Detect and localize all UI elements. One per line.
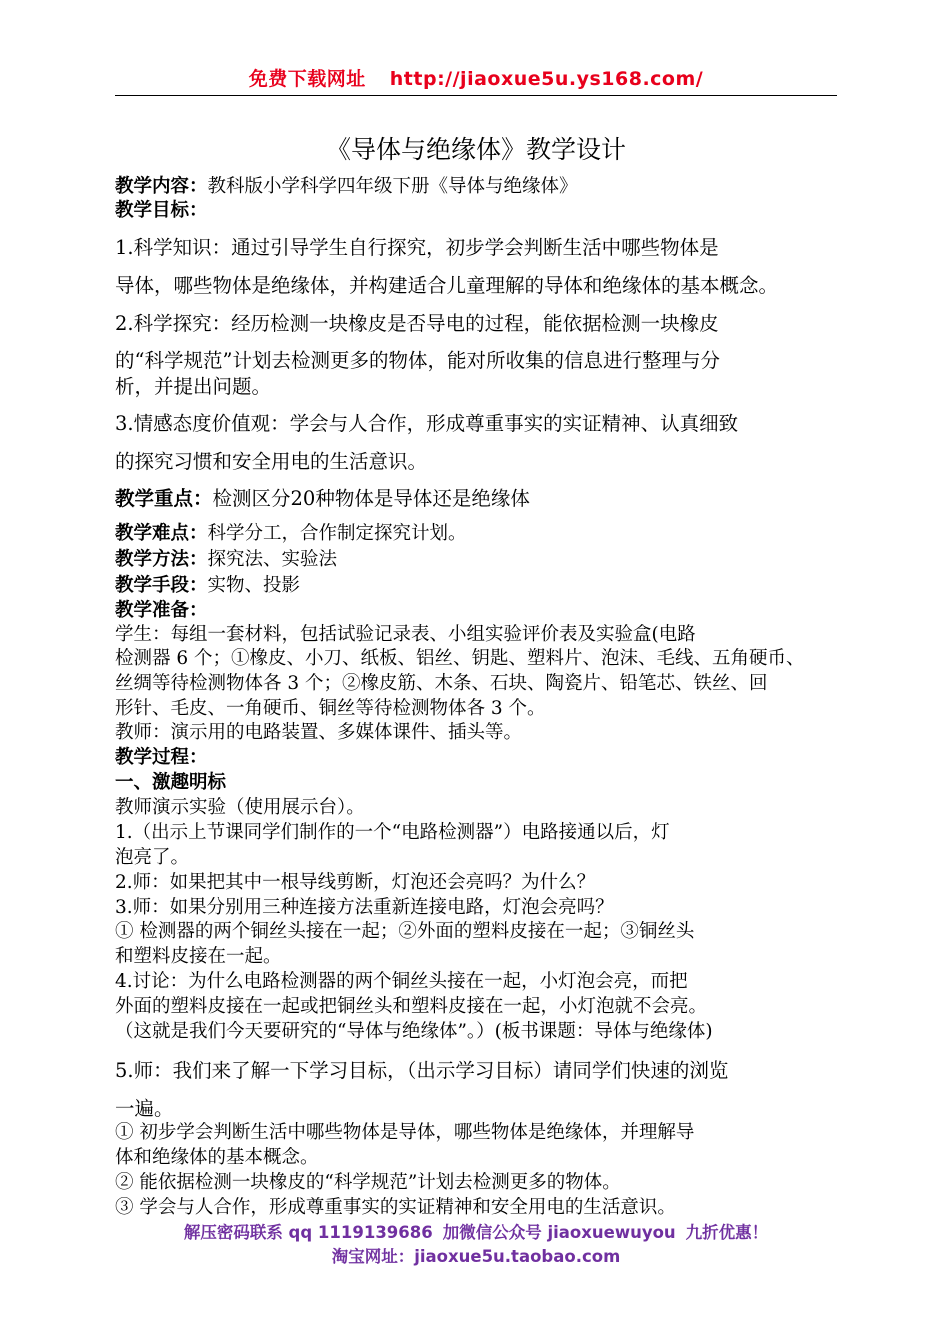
goal-3-line-2: 的探究习惯和安全用电的生活意识。 (115, 450, 428, 473)
target-line-4: ③ 学会与人合作，形成尊重事实的实证精神和安全用电的生活意识。 (115, 1197, 676, 1218)
means-line (115, 571, 300, 597)
goal-2-line-1: 2.科学探究：经历检测一块橡皮是否导电的过程，能依据检测一块橡皮 (115, 312, 719, 335)
prep-label: 教学准备： (115, 600, 208, 621)
prep-student-line-4: 形针、毛皮、一角硬币、铜丝等待检测物体各 3 个。 (115, 698, 546, 719)
target-line-3: ② 能依据检测一块橡皮的“科学规范”计划去检测更多的物体。 (115, 1172, 621, 1193)
key-point-label: 教学重点： (115, 487, 213, 510)
goal-2-line-2: 的“科学规范”计划去检测更多的物体，能对所收集的信息进行整理与分 (115, 349, 720, 372)
prep-student-line-1: 学生：每组一套材料，包括试验记录表、小组实验评价表及实验盒(电路 (115, 624, 696, 645)
method-label: 教学方法： (115, 549, 208, 570)
goal-2-line-3: 析，并提出问题。 (115, 375, 272, 398)
step-5-line-1: 5.师：我们来了解一下学习目标，（出示学习目标）请同学们快速的浏览 (115, 1059, 729, 1082)
process-line-3: 泡亮了。 (115, 847, 190, 868)
method-line (115, 545, 337, 571)
key-point-line (115, 483, 530, 511)
section-1-heading: 一、激趣明标 (115, 772, 227, 793)
difficulty-value: 科学分工，合作制定探究计划。 (207, 523, 467, 544)
goal-1-line-2: 导体，哪些物体是绝缘体，并构建适合儿童理解的导体和绝缘体的基本概念。 (115, 274, 779, 297)
prep-student-line-2: 检测器 6 个；①橡皮、小刀、纸板、铝丝、钥匙、塑料片、泡沫、毛线、五角硬币、 (115, 648, 805, 669)
process-line-8: 4.讨论：为什么电路检测器的两个铜丝头接在一起，小灯泡会亮，而把 (115, 971, 688, 992)
header-label: 免费下载网址 (248, 68, 366, 90)
content-line (115, 172, 578, 198)
process-label: 教学过程： (115, 747, 208, 768)
step-5-line-2: 一遍。 (115, 1097, 174, 1120)
difficulty-line (115, 519, 467, 545)
goal-1-line-1: 1.科学知识：通过引导学生自行探究，初步学会判断生活中哪些物体是 (115, 236, 719, 259)
means-value: 实物、投影 (207, 575, 301, 596)
header-divider (115, 95, 837, 96)
content-label: 教学内容： (115, 176, 208, 197)
goals-label: 教学目标： (115, 200, 208, 221)
footer-discount: 九折优惠！ (685, 1223, 769, 1242)
process-line-4: 2.师：如果把其中一根导线剪断，灯泡还会亮吗？为什么？ (115, 872, 596, 893)
prep-teacher-line: 教师：演示用的电路装置、多媒体课件、插头等。 (115, 722, 523, 743)
means-label: 教学手段： (115, 575, 208, 596)
prep-student-line-3: 丝绸等待检测物体各 3 个；②橡皮筋、木条、石块、陶瓷片、铅笔芯、铁丝、回 (115, 673, 768, 694)
process-line-6: ① 检测器的两个铜丝头接在一起；②外面的塑料皮接在一起；③铜丝头 (115, 921, 695, 942)
target-line-2: 体和绝缘体的基本概念。 (115, 1147, 319, 1168)
process-line-5: 3.师：如果分别用三种连接方法重新连接电路，灯泡会亮吗？ (115, 897, 614, 918)
key-point-value: 检测区分20种物体是导体还是绝缘体 (212, 487, 530, 510)
footer-qq: 解压密码联系 qq 1119139686 (183, 1223, 433, 1242)
page-title: 《导体与绝缘体》教学设计 (325, 135, 626, 164)
process-line-1: 教师演示实验（使用展示台）。 (115, 797, 365, 818)
process-line-2: 1.（出示上节课同学们制作的一个“电路检测器”）电路接通以后，灯 (115, 822, 670, 843)
footer-taobao-link[interactable]: 淘宝网址：jiaoxue5u.taobao.com (331, 1247, 621, 1266)
difficulty-label: 教学难点： (115, 523, 208, 544)
target-line-1: ① 初步学会判断生活中哪些物体是导体，哪些物体是绝缘体，并理解导 (115, 1122, 695, 1143)
content-value: 教科版小学科学四年级下册《导体与绝缘体》 (207, 176, 578, 197)
method-value: 探究法、实验法 (207, 549, 338, 570)
process-line-10: （这就是我们今天要研究的“导体与绝缘体”。）(板书课题：导体与绝缘体) (115, 1021, 713, 1042)
goal-3-line-1: 3.情感态度价值观：学会与人合作，形成尊重事实的实证精神、认真细致 (115, 412, 739, 435)
process-line-9: 外面的塑料皮接在一起或把铜丝头和塑料皮接在一起，小灯泡就不会亮。 (115, 996, 708, 1017)
header-banner (115, 64, 837, 91)
header-url-link[interactable]: http://jiaoxue5u.ys168.com/ (389, 68, 704, 90)
process-line-7: 和塑料皮接在一起。 (115, 946, 282, 967)
footer-wechat: 加微信公众号 jiaoxuewuyou (442, 1223, 676, 1242)
footer-contact-line (115, 1219, 837, 1243)
